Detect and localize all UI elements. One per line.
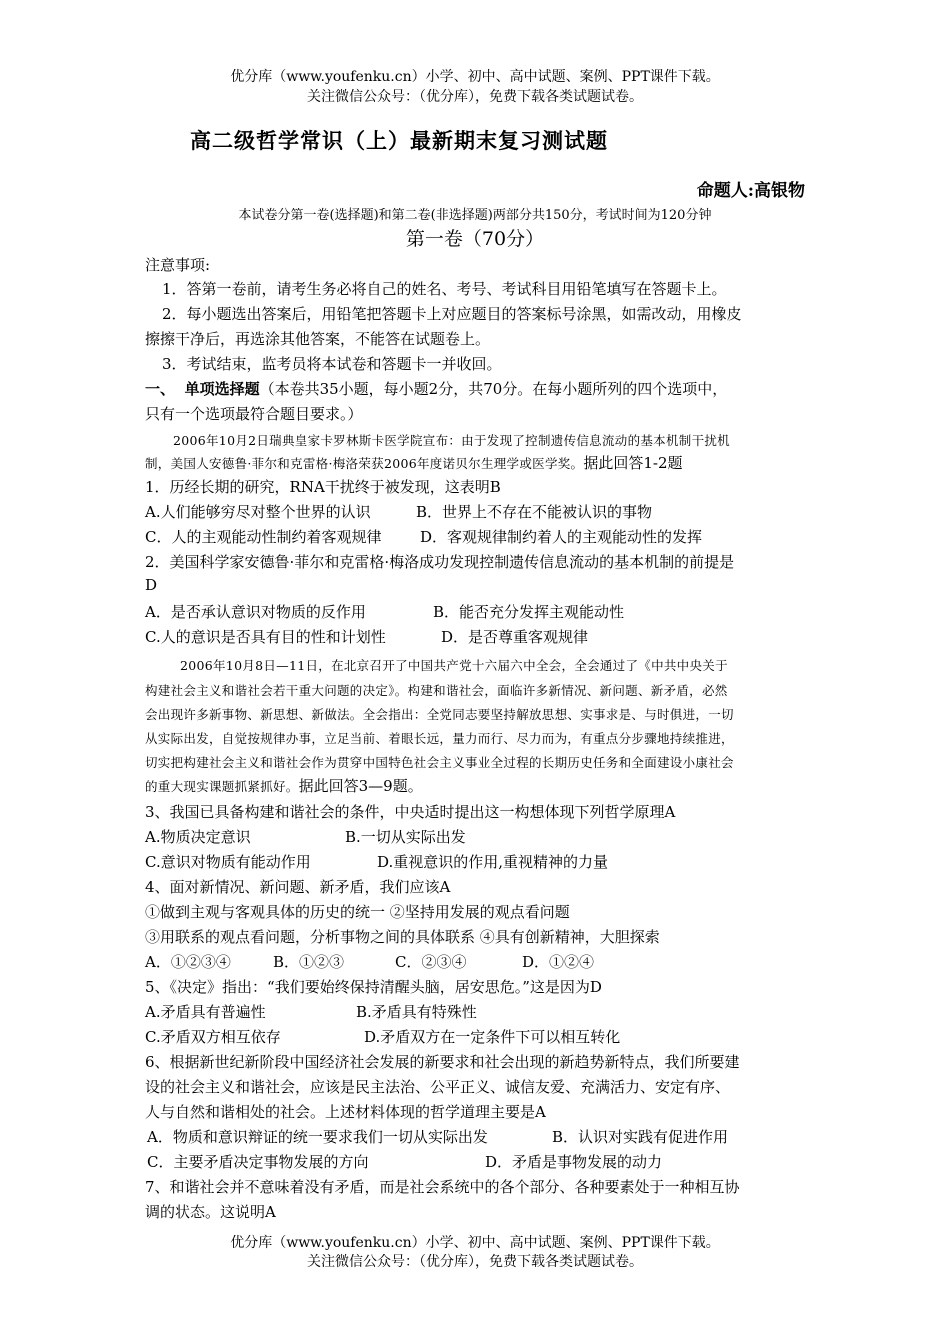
q4-stem: 4、面对新情况、新问题、新矛盾，我们应该A [145,878,451,896]
q4-statement-1: ①做到主观与客观具体的历史的统一 ②坚持用发展的观点看问题 [145,903,570,921]
q7-stem-line-1: 7、和谐社会并不意味着没有矛盾，而是社会系统中的各个部分、各种要素处于一种相互协 [145,1178,740,1196]
section-1-number: 一、 [145,380,176,398]
q4-options-row [145,951,594,972]
volume-title: 第一卷（70分） [405,228,545,250]
material-1-prompt: 据此回答1-2题 [583,454,683,472]
q3-options-row-1 [145,826,466,847]
q6-option-a: A．物质和意识辩证的统一要求我们一切从实际出发 [147,1128,488,1146]
q6-option-c: C．主要矛盾决定事物发展的方向 [147,1153,369,1171]
q5-stem: 5、《决定》指出：“我们要始终保持清醒头脑，居安思危。”这是因为D [145,978,602,996]
material-1-line-2-text: 制，美国人安德鲁·菲尔和克雷格·梅洛荣获2006年度诺贝尔生理学或医学奖。 [145,456,584,471]
q6-stem-line-1: 6、根据新世纪新阶段中国经济社会发展的新要求和社会出现的新趋势新特点，我们所要建 [145,1053,740,1071]
q6-stem-line-2: 设的社会主义和谐社会，应该是民主法治、公平正义、诚信友爱、充满活力、安定有序、 [145,1078,731,1096]
q4-statement-2: ③用联系的观点看问题，分析事物之间的具体联系 ④具有创新精神，大胆探索 [145,928,660,946]
q3-option-c: C.意识对物质有能动作用 [145,853,311,871]
q1-options-row-1 [145,501,652,522]
q1-option-a: A.人们能够穷尽对整个世界的认识 [145,503,371,521]
q5-option-b: B.矛盾具有特殊性 [356,1003,477,1021]
notice-item-2-cont: 擦擦干净后，再选涂其他答案，不能答在试题卷上。 [145,330,491,348]
material-2-line-6 [145,775,423,796]
q6-option-b: B．认识对实践有促进作用 [552,1128,729,1146]
q1-options-row-2 [145,526,702,547]
material-2-line-2: 构建社会主义和谐社会若干重大问题的决定》。构建和谐社会，面临许多新情况、新问题、新矛盾，必然 [145,683,728,698]
q6-options-row-2 [147,1151,662,1172]
q5-option-d: D.矛盾双方在一定条件下可以相互转化 [364,1028,621,1046]
material-1-line-2 [145,452,683,473]
exam-author: 命题人:高银物 [696,181,805,201]
section-1-name: 单项选择题 [184,380,260,398]
q2-option-d: D．是否尊重客观规律 [441,628,589,646]
material-2-line-3: 会出现许多新事物、新思想、新做法。全会指出：全党同志要坚持解放思想、实事求是、与时俱进，一切 [145,707,734,722]
q2-option-c: C.人的意识是否具有目的性和计划性 [145,628,386,646]
material-2-line-1: 2006年10月8日—11日，在北京召开了中国共产党十六届六中全会，全会通过了《中共中央关于 [180,658,728,673]
q2-options-row-2 [145,626,588,647]
material-2-line-5: 切实把构建社会主义和谐社会作为贯穿中国特色社会主义事业全过程的长期历史任务和全面建设小康社会 [145,755,734,770]
q7-stem-line-2: 调的状态。这说明A [145,1203,276,1221]
section-1-desc: （本卷共35小题，每小题2分，共70分。在每小题所列的四个选项中， [259,380,728,398]
material-2-line-4: 从实际出发，自觉按规律办事，立足当前、着眼长远，量力而行、尽力而为，有重点分步骤地持续推进， [145,731,734,746]
page-header-line-2: 关注微信公众号：（优分库），免费下载各类试题试卷。 [307,89,643,105]
q3-option-a: A.物质决定意识 [145,828,251,846]
q5-option-a: A.矛盾具有普遍性 [145,1003,266,1021]
q2-stem: 2．美国科学家安德鲁·菲尔和克雷格·梅洛成功发现控制遗传信息流动的基本机制的前提是 [145,553,735,571]
notice-item-3: 3．考试结束，监考员将本试卷和答题卡一并收回。 [162,355,502,373]
q3-stem: 3、我国已具备构建和谐社会的条件，中央适时提出这一构想体现下列哲学原理A [145,803,676,821]
exam-note: 本试卷分第一卷(选择题)和第二卷(非选择题)两部分共150分，考试时间为120分钟 [238,208,712,223]
q3-option-d: D.重视意识的作用,重视精神的力量 [377,853,609,871]
q1-stem: 1．历经长期的研究，RNA干扰终于被发现，这表明B [145,478,501,496]
q3-options-row-2 [145,851,608,872]
notice-item-1: 1．答第一卷前，请考生务必将自己的姓名、考号、考试科目用铅笔填写在答题卡上。 [162,280,727,298]
page-footer-line-2: 关注微信公众号：（优分库），免费下载各类试题试卷。 [307,1254,643,1270]
q4-option-d: D．①②④ [522,953,595,971]
section-1-desc-cont: 只有一个选项最符合题目要求。） [145,405,363,423]
exam-title: 高二级哲学常识（上）最新期末复习测试题 [190,128,608,153]
notice-heading: 注意事项: [145,256,211,274]
q6-option-d: D．矛盾是事物发展的动力 [485,1153,663,1171]
q1-option-c: C．人的主观能动性制约着客观规律 [145,528,382,546]
q5-options-row-2 [145,1026,620,1047]
notice-item-2: 2．每小题选出答案后，用铅笔把答题卡上对应题目的答案标号涂黑，如需改动，用橡皮 [162,305,742,323]
q2-option-a: A．是否承认意识对物质的反作用 [145,603,366,621]
q1-option-d: D．客观规律制约着人的主观能动性的发挥 [420,528,703,546]
material-1-line-1: 2006年10月2日瑞典皇家卡罗林斯卡医学院宣布：由于发现了控制遗传信息流动的基本机制干扰机 [173,433,730,448]
q2-answer: D [145,576,158,594]
q4-option-a: A．①②③④ [145,953,231,971]
q4-option-c: C．②③④ [395,953,467,971]
q2-options-row-1 [145,601,624,622]
q2-option-b: B．能否充分发挥主观能动性 [433,603,625,621]
q4-option-b: B．①②③ [273,953,345,971]
q6-stem-line-3: 人与自然和谐相处的社会。上述材料体现的哲学道理主要是A [145,1103,546,1121]
material-2-prompt: 据此回答3—9题。 [298,777,423,795]
q1-option-b: B．世界上不存在不能被认识的事物 [416,503,653,521]
q5-option-c: C.矛盾双方相互依存 [145,1028,281,1046]
q3-option-b: B.一切从实际出发 [345,828,466,846]
page-header-line-1: 优分库（www.youfenku.cn）小学、初中、高中试题、案例、PPT课件下载。 [230,69,720,85]
q6-options-row-1 [147,1126,728,1147]
material-2-line-6-text: 的重大现实课题抓紧抓好。 [145,779,299,794]
section-1-header [145,378,727,399]
q5-options-row-1 [145,1001,477,1022]
page-footer-line-1: 优分库（www.youfenku.cn）小学、初中、高中试题、案例、PPT课件下载。 [230,1235,720,1251]
